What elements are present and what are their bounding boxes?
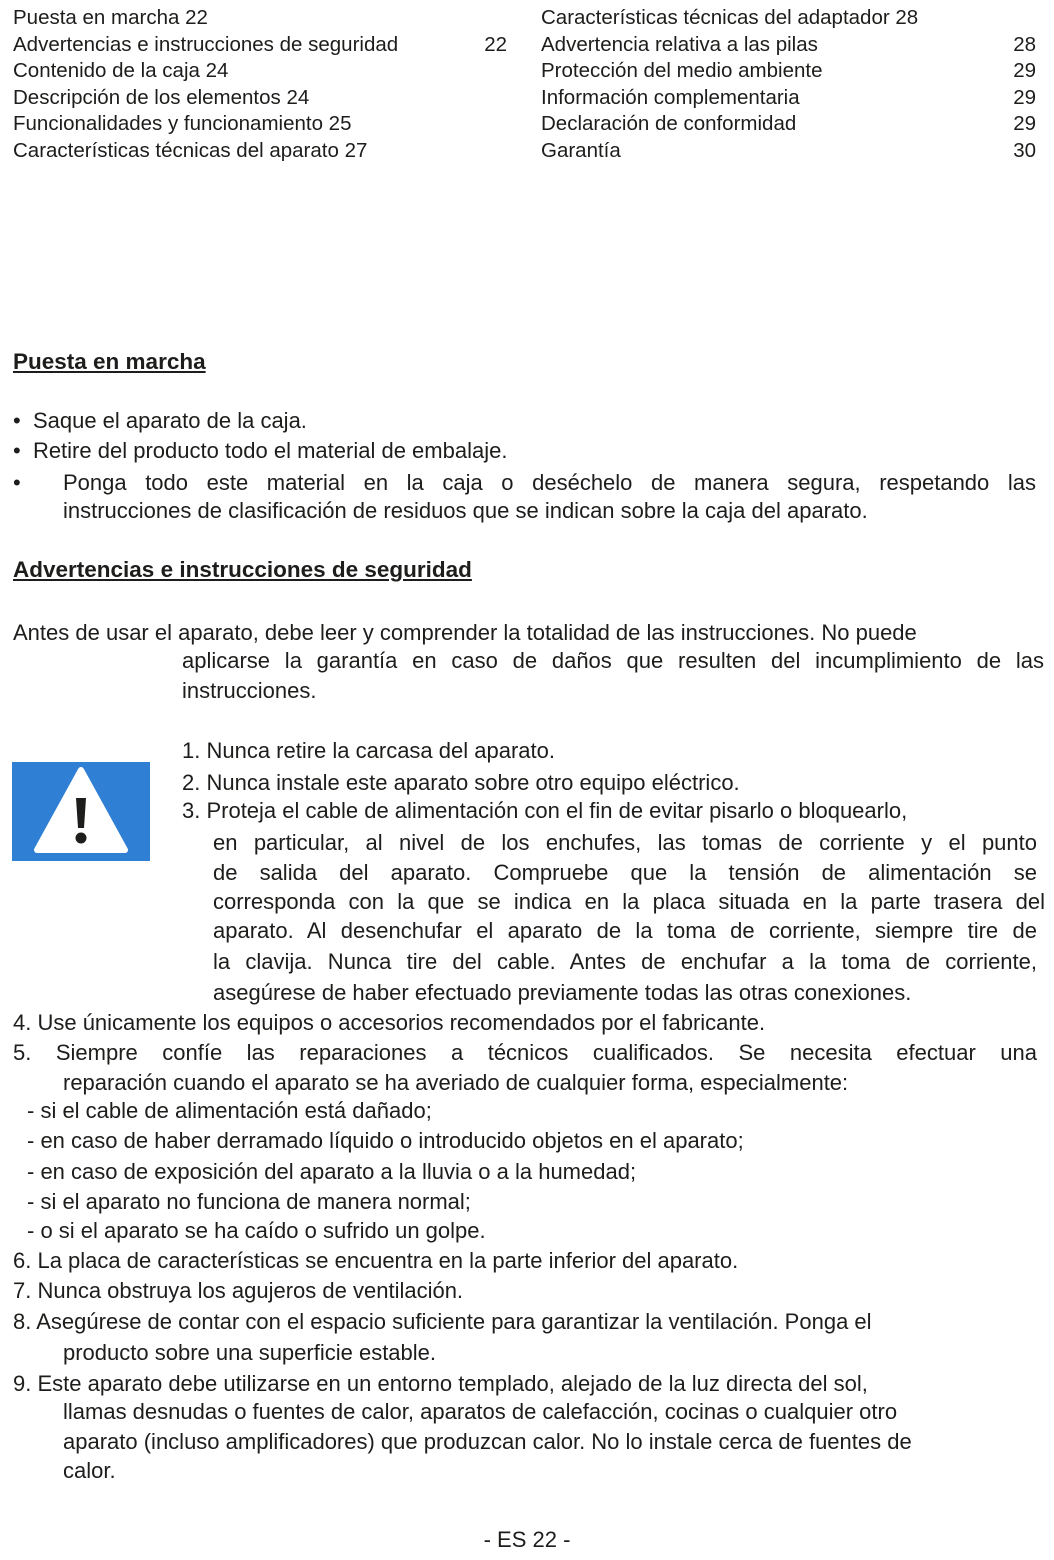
toc-entry[interactable]: Advertencia relativa a las pilas 28 [541,33,1036,56]
toc-entry[interactable]: Características técnicas del adaptador 28 [541,6,919,29]
toc-entry[interactable]: Descripción de los elementos 24 [13,86,310,109]
list-item: 3. Proteja el cable de alimentación con el fin de evitar pisarlo o bloquearlo, [182,798,908,823]
list-item: 2. Nunca instale este aparato sobre otro equipo eléctrico. [182,770,740,795]
list-item: 5. Siempre confíe las reparaciones a técnicos cualificados. Se necesita efectuar una [13,1040,1037,1065]
toc-entry[interactable]: Funcionalidades y funcionamiento 25 [13,112,352,135]
toc-entry[interactable]: Declaración de conformidad 29 [541,112,1036,135]
list-item-line: reparación cuando el aparato se ha averiado de cualquier forma, especialmente: [63,1070,849,1095]
list-item-line: asegúrese de haber efectuado previamente todas las otras conexiones. [213,980,912,1005]
toc-entry[interactable]: Contenido de la caja 24 [13,59,229,82]
list-item-line: producto sobre una superficie estable. [63,1340,437,1365]
list-item: 6. La placa de características se encuentra en la parte inferior del aparato. [13,1248,739,1273]
intro-paragraph: aplicarse la garantía en caso de daños que resulten del incumplimiento de las [182,648,1044,673]
dash-item: - si el aparato no funciona de manera normal; [27,1189,471,1214]
list-item: 1. Nunca retire la carcasa del aparato. [182,738,555,763]
list-item-line: calor. [63,1458,116,1483]
section-title-advertencias: Advertencias e instrucciones de seguridad [13,557,472,582]
dash-item: - en caso de haber derramado líquido o introducido objetos en el aparato; [27,1128,744,1153]
intro-paragraph: instrucciones. [182,678,317,703]
list-item: 9. Este aparato debe utilizarse en un entorno templado, alejado de la luz directa del sol, [13,1371,868,1396]
toc-entry[interactable]: Protección del medio ambiente 29 [541,59,1036,82]
list-item: 4. Use únicamente los equipos o accesorios recomendados por el fabricante. [13,1010,766,1035]
list-item-line: aparato. Al desenchufar el aparato de la toma de corriente, siempre tire de [213,918,1037,943]
bullet-item-line: Ponga todo este material en la caja o deséchelo de manera segura, respetando las [63,470,1036,495]
toc-entry[interactable]: Garantía 30 [541,139,1036,162]
toc-entry[interactable]: Advertencias e instrucciones de seguridad 22 [13,33,507,56]
toc-entry[interactable]: Puesta en marcha 22 [13,6,208,29]
bullet-marker: • [13,470,21,495]
warning-icon [12,762,150,861]
dash-item: - si el cable de alimentación está dañado; [27,1098,432,1123]
list-item-line: llamas desnudas o fuentes de calor, aparatos de calefacción, cocinas o cualquier otro [63,1399,898,1424]
bullet-item: • Saque el aparato de la caja. [13,408,307,433]
intro-paragraph: Antes de usar el aparato, debe leer y comprender la totalidad de las instrucciones. No puede [13,620,917,645]
page-number: - ES 22 - [483,1527,571,1552]
list-item-line: aparato (incluso amplificadores) que produzcan calor. No lo instale cerca de fuentes de [63,1429,912,1454]
bullet-item-line: instrucciones de clasificación de residuos que se indican sobre la caja del aparato. [63,498,868,523]
toc-entry[interactable]: Información complementaria 29 [541,86,1036,109]
list-item-line: de salida del aparato. Compruebe que la tensión de alimentación se [213,860,1037,885]
list-item-line: corresponda con la que se indica en la placa situada en la parte trasera del [213,889,1045,914]
toc-entry[interactable]: Características técnicas del aparato 27 [13,139,368,162]
warning-triangle-icon [12,762,150,861]
list-item-line: la clavija. Nunca tire del cable. Antes de enchufar a la toma de corriente, [213,949,1037,974]
dash-item: - o si el aparato se ha caído o sufrido un golpe. [27,1218,486,1243]
dash-item: - en caso de exposición del aparato a la lluvia o a la humedad; [27,1159,637,1184]
list-item-line: en particular, al nivel de los enchufes, las tomas de corriente y el punto [213,830,1037,855]
section-title-puesta-en-marcha: Puesta en marcha [13,349,206,374]
list-item: 7. Nunca obstruya los agujeros de ventilación. [13,1278,464,1303]
list-item: 8. Asegúrese de contar con el espacio suficiente para garantizar la ventilación. Ponga el [13,1309,872,1334]
bullet-item: • Retire del producto todo el material de embalaje. [13,438,508,463]
